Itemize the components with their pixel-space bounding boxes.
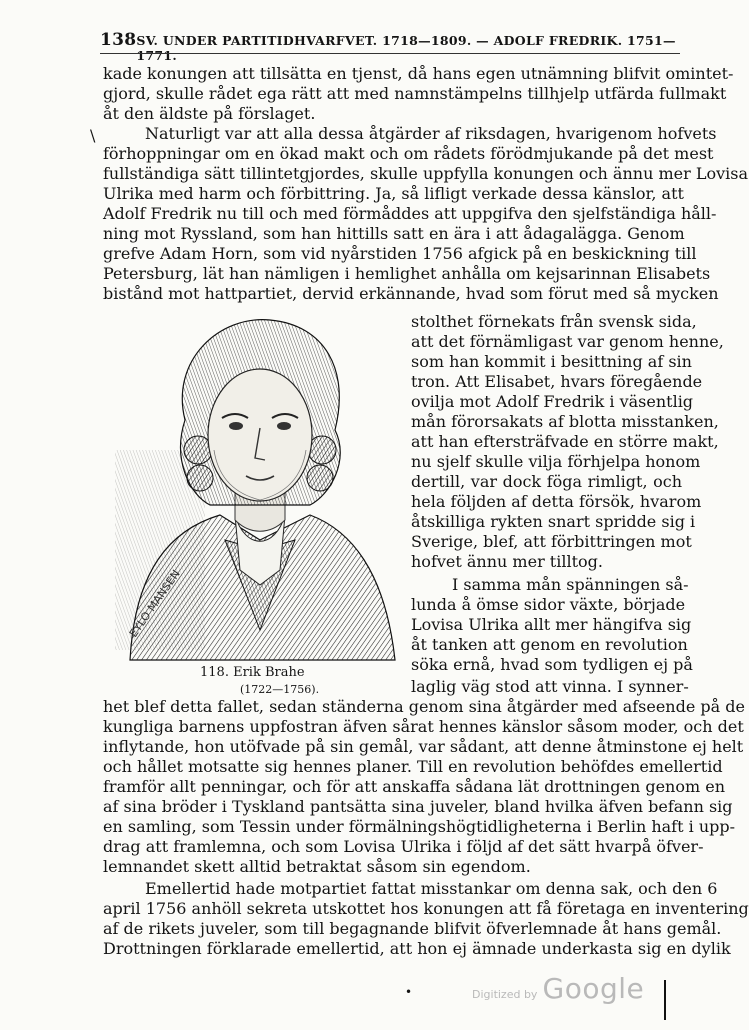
margin-mark: \ [90, 126, 96, 145]
text-line: dertill, var dock föga rimligt, och [411, 472, 682, 491]
text-line: kungliga barnens uppfostran äfven sårat hennes känslor såsom moder, och det [103, 717, 744, 736]
engraver-signature: EYLO MANSEN [126, 567, 183, 640]
text-line: I samma mån spänningen så- [452, 575, 689, 594]
portrait-engraving [110, 300, 400, 660]
google-logo: Google [542, 972, 645, 1005]
text-line: söka ernå, hvad som tydligen ej på [411, 655, 693, 674]
header-rule [100, 53, 680, 54]
text-line: Naturligt var att alla dessa åtgärder af riksdagen, hvarigenom hofvets [145, 124, 717, 143]
figure-caption: 118. Erik Brahe [200, 665, 305, 680]
text-line: att han eftersträfvade en större makt, [411, 432, 719, 451]
text-line: lemnandet skett alltid betraktat såsom sin egendom. [103, 857, 531, 876]
text-line: Petersburg, lät han nämligen i hemlighet anhålla om kejsarinnan Elisabets [103, 264, 711, 283]
text-line: Drottningen förklarade emellertid, att hon ej ämnade underkasta sig en dylik [103, 939, 731, 958]
text-line: ning mot Ryssland, som han hittills satt en ära i att ådagalägga. Genom [103, 224, 685, 243]
text-line: grefve Adam Horn, som vid nyårstiden 1756 afgick på en beskickning till [103, 244, 697, 263]
text-line: en samling, som Tessin under förmälningshögtidligheterna i Berlin haft i upp- [103, 817, 736, 836]
text-line: fullständiga sätt tillintetgjordes, skulle uppfylla konungen och ännu mer Lovisa [103, 164, 748, 183]
text-line: af de rikets juveler, som till begagnande blifvit öfverlemnade åt hans gemål. [103, 919, 722, 938]
text-line: het blef detta fallet, sedan ständerna genom sina åtgärder med afseende på de [103, 697, 745, 716]
figure-dates: (1722—1756). [240, 683, 320, 696]
text-line: lunda å ömse sidor växte, började [411, 595, 686, 614]
text-line: hela följden af detta försök, hvarom [411, 492, 702, 511]
text-line: Adolf Fredrik nu till och med förmåddes att uppgifva den sjelfständiga håll- [103, 204, 717, 223]
running-header [100, 30, 680, 63]
text-line: åtskilliga rykten snart spridde sig i [411, 512, 696, 531]
text-line: laglig väg stod att vinna. I synner- [411, 677, 689, 696]
text-line: stolthet förnekats från svensk sida, [411, 312, 697, 331]
text-line: hofvet ännu mer tilltog. [411, 552, 603, 571]
text-line: att det förnämligast var genom henne, [411, 332, 724, 351]
text-line: inflytande, hon utöfvade på sin gemål, var sådant, att denne åtminstone ej helt [103, 737, 744, 756]
page-number: 138 [100, 30, 137, 50]
text-line: framför allt penningar, och för att anskaffa sådana lät drottningen genom en [103, 777, 726, 796]
text-line: drag att framlemna, och som Lovisa Ulrika i följd af det sätt hvarpå öfver- [103, 837, 704, 856]
text-line: nu sjelf skulle vilja förhjelpa honom [411, 452, 701, 471]
text-line: gjord, skulle rådet ega rätt att med namnstämpelns tillhjelp utfärda fullmakt [103, 84, 727, 103]
watermark-prefix: Digitized by [472, 988, 538, 1001]
text-line: ovilja mot Adolf Fredrik i väsentlig [411, 392, 694, 411]
running-title: SV. UNDER PARTITIDHVARFVET. 1718—1809. — ADOLF FREDRIK. 1751—1771. [136, 33, 676, 63]
text-line: åt tanken att genom en revolution [411, 635, 688, 654]
text-line: åt den äldste på förslaget. [103, 104, 316, 123]
text-line: förhoppningar om en ökad makt och om rådets förödmjukande på det mest [103, 144, 714, 163]
text-line: bistånd mot hattpartiet, dervid erkännande, hvad som förut med så mycken [103, 284, 719, 303]
digitized-watermark [472, 972, 644, 1005]
text-line: som han kommit i besittning af sin [411, 352, 692, 371]
text-line: Ulrika med harm och förbittring. Ja, så lifligt verkade dessa känslor, att [103, 184, 684, 203]
text-line: tron. Att Elisabet, hvars föregående [411, 372, 703, 391]
text-line: kade konungen att tillsätta en tjenst, då hans egen utnämning blifvit omintet- [103, 64, 734, 83]
text-line: Emellertid hade motpartiet fattat misstankar om denna sak, och den 6 [145, 879, 718, 898]
text-line: och hållet motsatte sig hennes planer. Till en revolution behöfdes emellertid [103, 757, 723, 776]
text-line: Lovisa Ulrika allt mer hängifva sig [411, 615, 692, 634]
text-line: af sina bröder i Tyskland pantsätta sina juveler, bland hvilka äfven befann sig [103, 797, 733, 816]
ink-dot: • [405, 985, 413, 999]
text-line: april 1756 anhöll sekreta utskottet hos konungen att få företaga en inventering [103, 899, 749, 918]
edge-mark [664, 980, 666, 1020]
text-line: Sverige, blef, att förbittringen mot [411, 532, 692, 551]
text-line: mån förorsakats af blotta misstanken, [411, 412, 719, 431]
